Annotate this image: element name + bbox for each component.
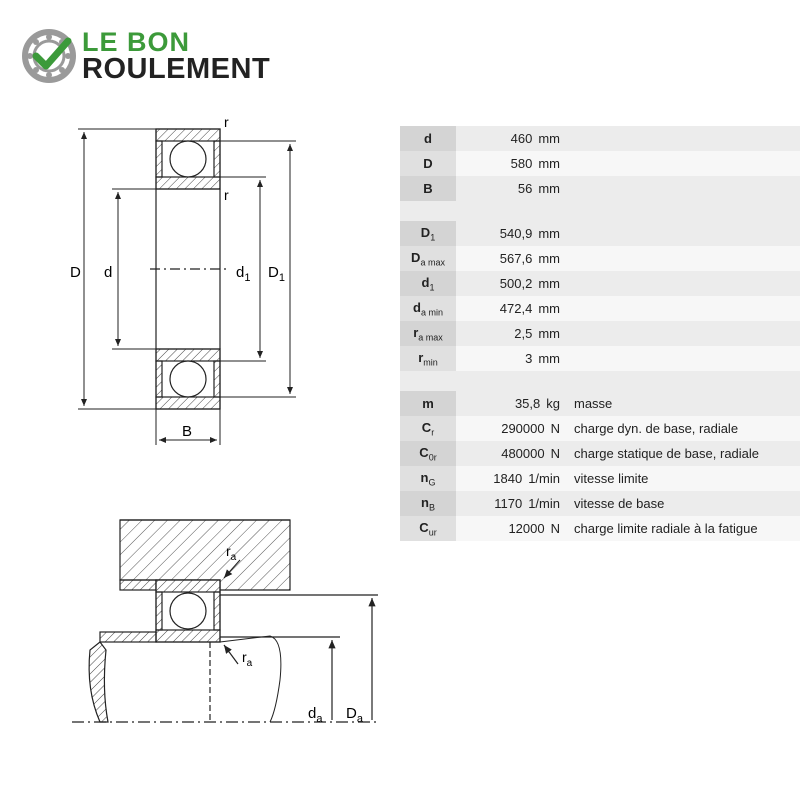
spec-description xyxy=(566,321,800,346)
spec-description: vitesse de base xyxy=(574,496,665,511)
label-d1: $d_1$ xyxy=(236,264,251,284)
table-row xyxy=(400,416,800,441)
table-row xyxy=(400,126,800,151)
label-D1: $D_1$ xyxy=(268,264,285,284)
label-da: $d_a$ xyxy=(308,705,323,725)
table-row xyxy=(400,176,800,201)
spec-symbol: d xyxy=(400,126,456,151)
table-row xyxy=(400,296,800,321)
spec-value: 12000 N xyxy=(508,521,560,536)
brand-line2: ROULEMENT xyxy=(82,53,271,85)
table-row xyxy=(400,321,800,346)
spec-symbol: $D_1$ xyxy=(400,221,456,246)
spec-value: 540,9 mm xyxy=(499,226,560,241)
spec-symbol: $C_{0r}$ xyxy=(400,441,456,466)
brand-line1: LE BON xyxy=(82,27,191,57)
label-ra-bottom: $r_a$ xyxy=(242,649,253,669)
spec-value: 290000 N xyxy=(501,421,560,436)
spec-symbol: B xyxy=(400,176,456,201)
spec-value: 1840 1/min xyxy=(493,471,560,486)
table-row xyxy=(400,441,800,466)
spec-symbol: $D_{a max}$ xyxy=(400,246,456,271)
table-row xyxy=(400,346,800,371)
spec-table xyxy=(400,126,800,541)
spec-value: 56 mm xyxy=(517,181,560,196)
spec-description xyxy=(566,126,800,151)
table-row xyxy=(400,271,800,296)
spec-value: 35,8 kg xyxy=(514,396,560,411)
spec-description: masse xyxy=(574,396,613,411)
spec-symbol: $r_{min}$ xyxy=(400,346,456,371)
label-r-inner: r xyxy=(224,187,229,203)
spec-symbol: $C_{ur}$ xyxy=(400,516,456,541)
spec-symbol: $d_{a min}$ xyxy=(400,296,456,321)
spec-symbol: $n_G$ xyxy=(400,466,456,491)
table-spacer xyxy=(400,201,800,221)
table-row xyxy=(400,466,800,491)
table-row xyxy=(400,391,800,416)
spec-symbol: $n_B$ xyxy=(400,491,456,516)
spec-description xyxy=(566,176,800,201)
spec-value: 2,5 mm xyxy=(514,326,560,341)
label-d: d xyxy=(104,264,113,281)
label-ra-top: $r_a$ xyxy=(226,543,237,563)
spec-description: vitesse limite xyxy=(574,471,649,486)
spec-symbol: m xyxy=(400,391,456,416)
spec-value: 3 mm xyxy=(525,351,560,366)
spec-value: 472,4 mm xyxy=(499,301,560,316)
label-r-top: r xyxy=(224,114,229,130)
table-row xyxy=(400,151,800,176)
spec-description xyxy=(566,246,800,271)
spec-value: 1170 1/min xyxy=(494,496,560,511)
spec-value: 567,6 mm xyxy=(499,251,560,266)
spec-description xyxy=(566,346,800,371)
spec-description xyxy=(566,151,800,176)
table-row xyxy=(400,516,800,541)
spec-description: charge statique de base, radiale xyxy=(574,446,760,461)
spec-value: 460 mm xyxy=(510,131,560,146)
label-B: B xyxy=(182,423,193,440)
spec-symbol: $d_1$ xyxy=(400,271,456,296)
spec-description: charge dyn. de base, radiale xyxy=(574,421,739,436)
table-row xyxy=(400,246,800,271)
table-row xyxy=(400,221,800,246)
table-row xyxy=(400,491,800,516)
spec-symbol: D xyxy=(400,151,456,176)
spec-value: 580 mm xyxy=(510,156,560,171)
spec-description xyxy=(566,271,800,296)
label-Da: $D_a$ xyxy=(346,705,363,725)
bearing-cross-section xyxy=(150,129,230,409)
spec-symbol: $r_{a max}$ xyxy=(400,321,456,346)
spec-description: charge limite radiale à la fatigue xyxy=(574,521,758,536)
spec-description xyxy=(566,296,800,321)
label-D: D xyxy=(70,264,81,281)
table-spacer xyxy=(400,371,800,391)
spec-description xyxy=(566,221,800,246)
spec-value: 480000 N xyxy=(501,446,560,461)
spec-symbol: $C_r$ xyxy=(400,416,456,441)
spec-value: 500,2 mm xyxy=(499,276,560,291)
